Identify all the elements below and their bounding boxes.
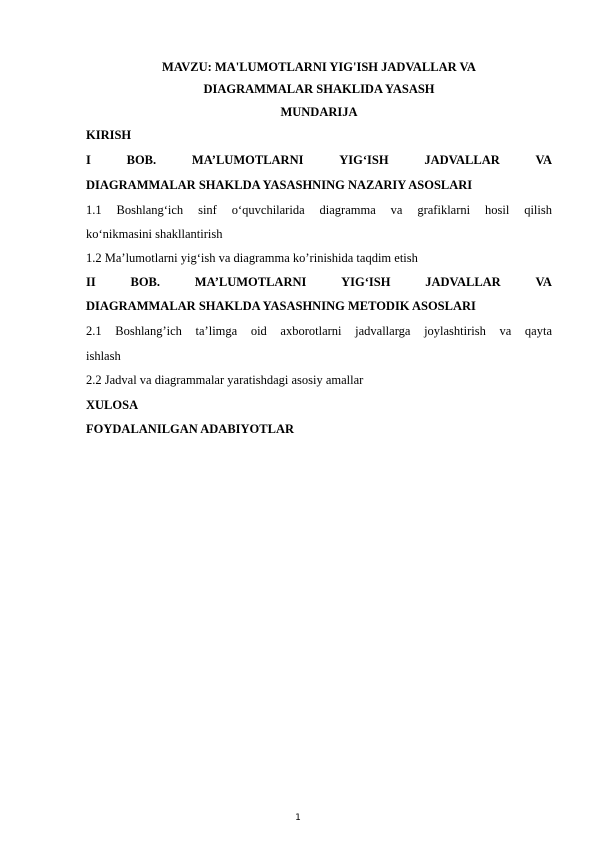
page-number: 1 — [295, 813, 301, 823]
document-title-line-2: DIAGRAMMALAR SHAKLIDA YASASH — [203, 82, 435, 96]
toc-entry-chapter-2-line-2: DIAGRAMMALAR SHAKLDA YASASHNING METODIK ASOSLARI — [86, 299, 476, 313]
toc-entry-section-1-1-line-1: 1.1 Boshlang‘ich sinf o‘quvchilarida diagramma va grafiklarni hosil qilish — [86, 203, 552, 217]
toc-entry-conclusion: XULOSA — [86, 398, 139, 412]
toc-chapter-1-word: VA — [535, 153, 552, 167]
toc-chapter-1-word: MA’LUMOTLARNI — [191, 153, 304, 167]
toc-chapter-1-word: I — [86, 153, 91, 167]
toc-chapter-1-word: YIG‘ISH — [339, 153, 389, 167]
toc-entry-chapter-1-line-2: DIAGRAMMALAR SHAKLDA YASASHNING NAZARIY ASOSLARI — [86, 178, 473, 192]
toc-entry-introduction: KIRISH — [86, 128, 132, 142]
contents-heading: MUNDARIJA — [280, 105, 358, 119]
toc-chapter-2-word: JADVALLAR — [425, 275, 501, 289]
toc-entry-section-2-2: 2.2 Jadval va diagrammalar yaratishdagi asosiy amallar — [86, 373, 364, 387]
toc-chapter-2-word: MA’LUMOTLARNI — [194, 275, 307, 289]
toc-entry-section-1-2: 1.2 Ma’lumotlarni yig‘ish va diagramma ko’rinishida taqdim etish — [86, 251, 418, 265]
toc-entry-chapter-2-line-1 — [86, 273, 552, 291]
toc-chapter-2-word: VA — [535, 275, 552, 289]
toc-chapter-1-word: JADVALLAR — [424, 153, 500, 167]
toc-chapter-1-word: BOB. — [126, 153, 157, 167]
toc-chapter-2-word: II — [86, 275, 96, 289]
toc-entry-section-2-1-line-2: ishlash — [86, 349, 121, 363]
toc-chapter-2-word: YIG‘ISH — [341, 275, 391, 289]
toc-entry-section-1-1-line-2: ko‘nikmasini shakllantirish — [86, 227, 223, 241]
toc-chapter-2-word: BOB. — [130, 275, 161, 289]
toc-entry-references: FOYDALANILGAN ADABIYOTLAR — [86, 422, 295, 436]
toc-entry-section-2-1-line-1: 2.1 Boshlang’ich ta’limga oid axborotlarni jadvallarga joylashtirish va qayta — [86, 324, 552, 338]
toc-entry-chapter-1-line-1 — [86, 151, 552, 169]
document-title-line-1: MAVZU: MA'LUMOTLARNI YIG'ISH JADVALLAR VA — [162, 60, 476, 74]
